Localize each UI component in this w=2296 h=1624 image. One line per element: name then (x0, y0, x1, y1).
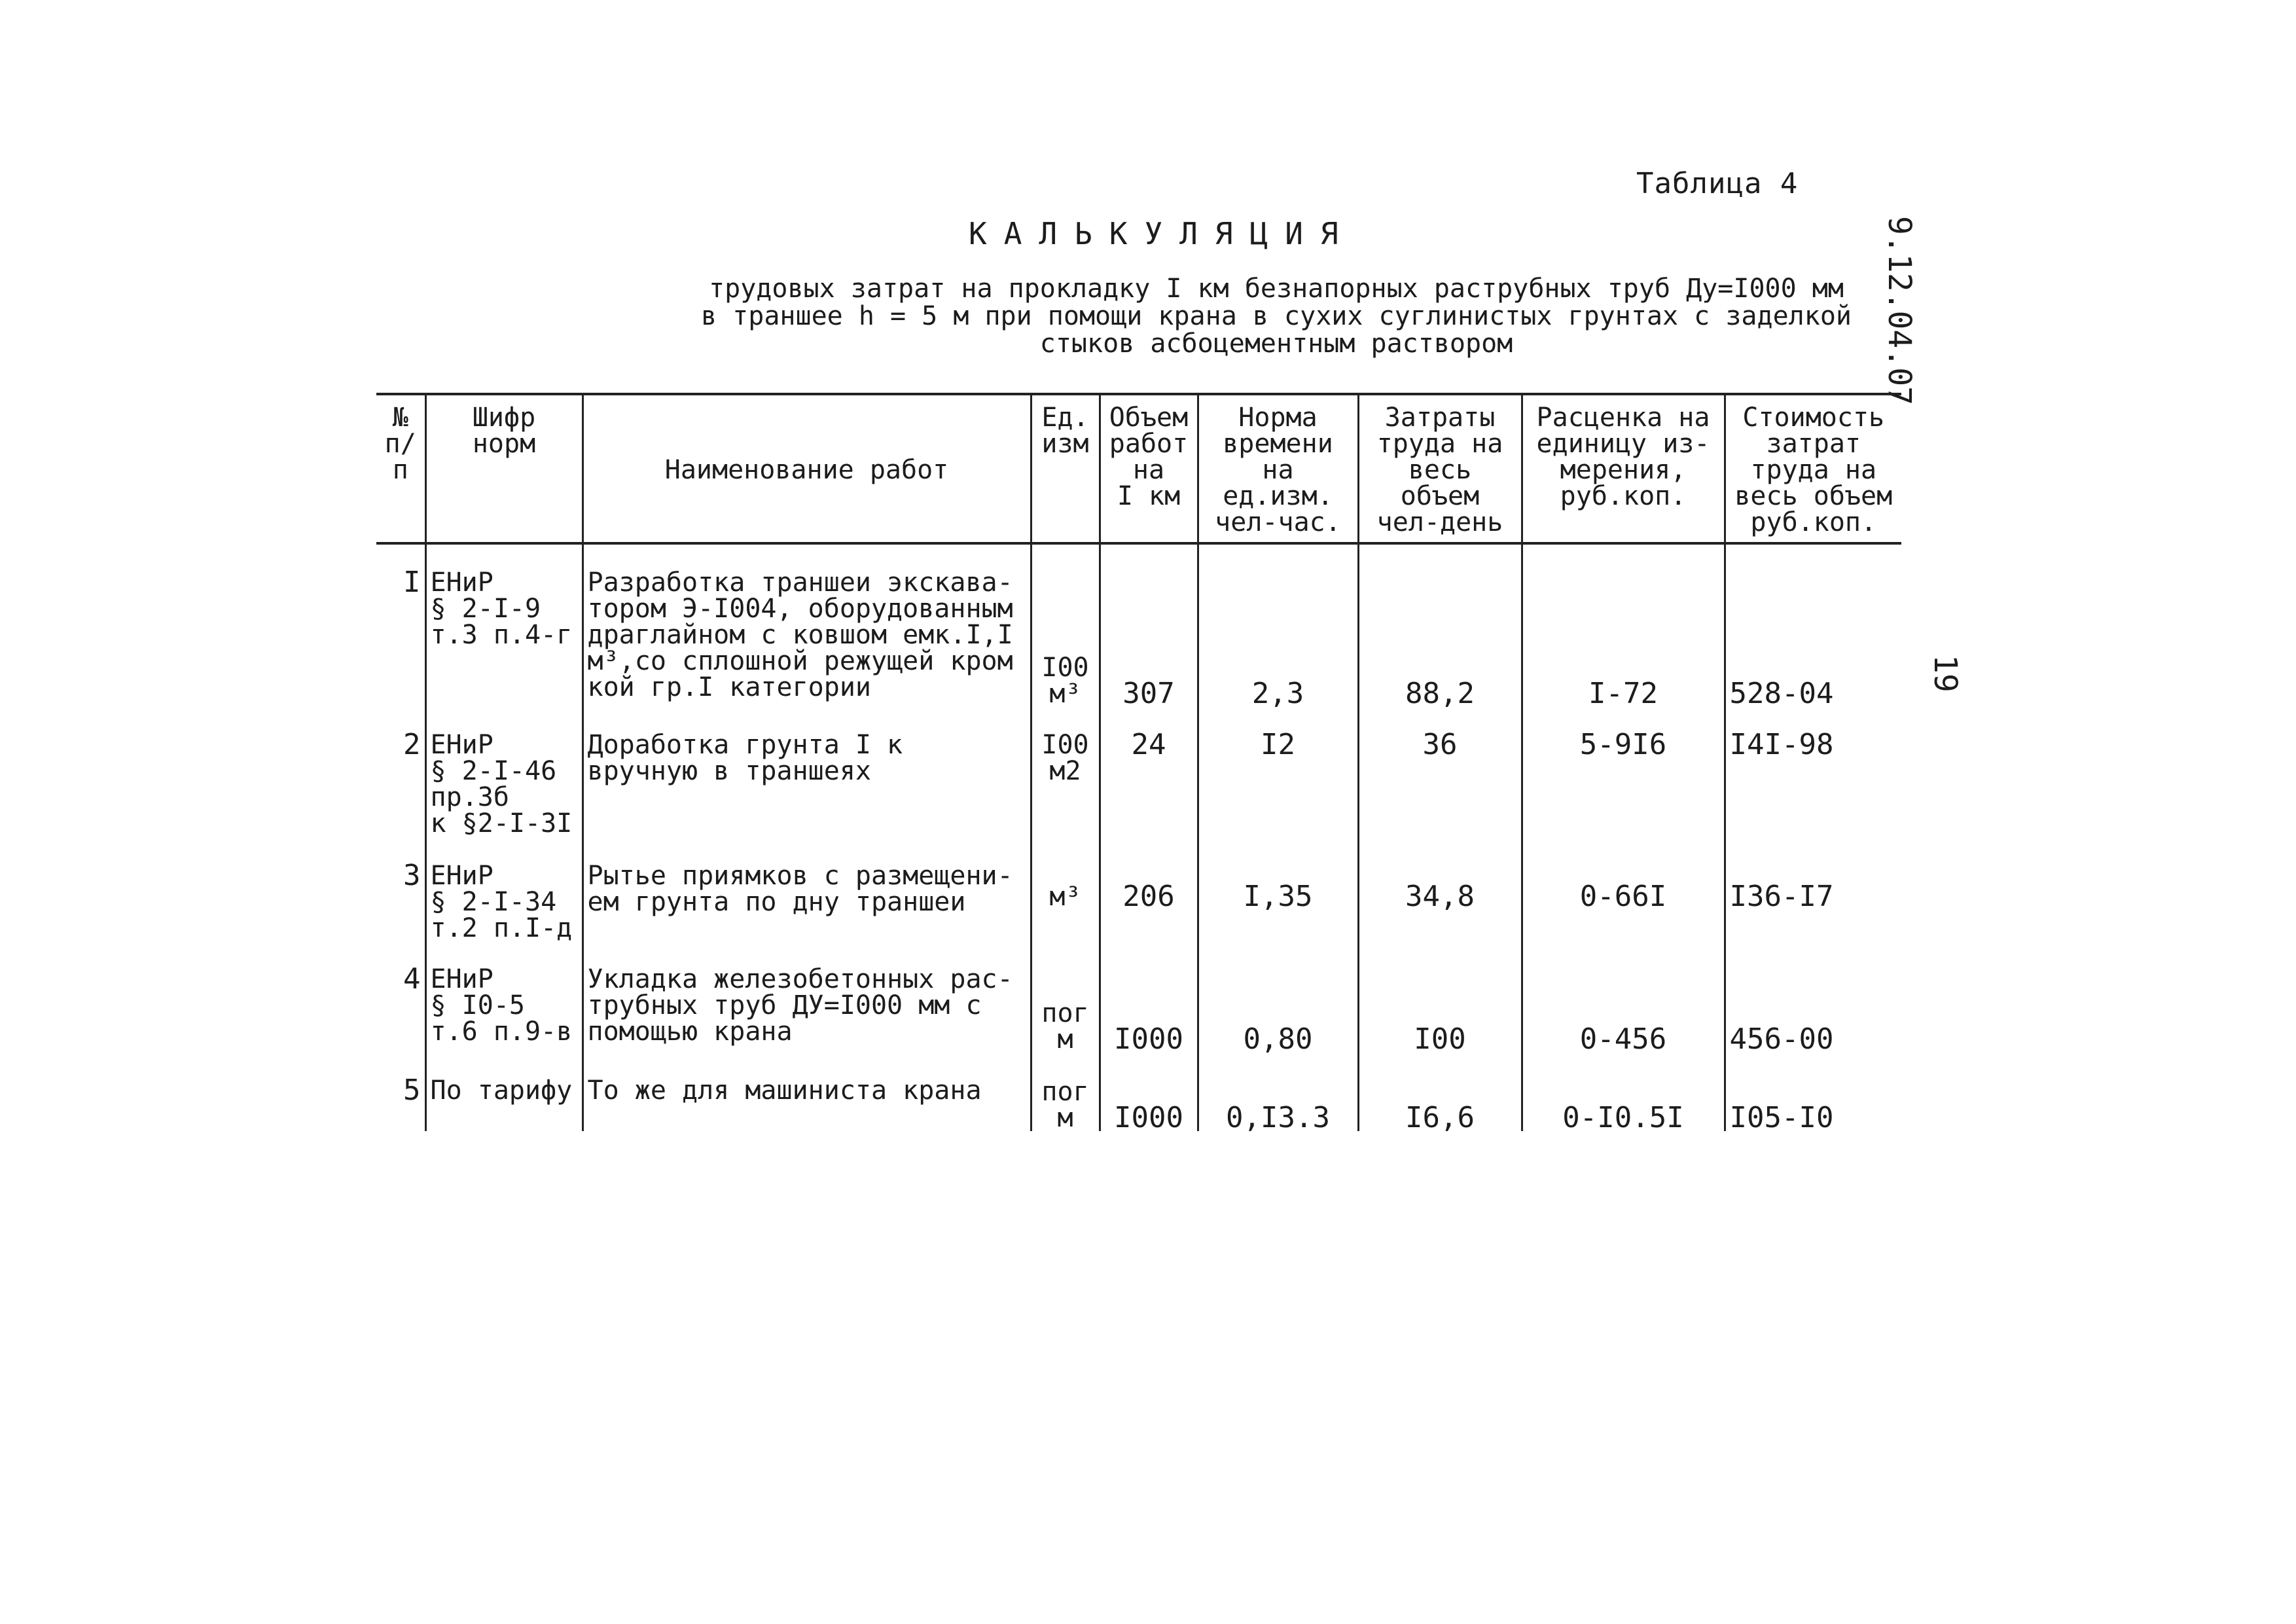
norm-code: ЕНиР § 2-I-34 т.2 п.I-д (425, 838, 583, 941)
unit: пог м (1031, 1053, 1100, 1131)
col-header-time-norm: Норма времени на ед.изм. чел-час. (1198, 394, 1358, 543)
cost-total: I4I-98 (1725, 707, 1901, 838)
row-number: 2 (403, 728, 421, 761)
col-header-volume: Объем работ на I км (1100, 394, 1198, 543)
time-norm: 0,I3.3 (1198, 1053, 1358, 1131)
time-norm: 2,3 (1198, 543, 1358, 707)
cost-total: I05-I0 (1725, 1053, 1901, 1131)
col-header-cost-total: Стоимость затрат труда на весь объем руб.коп. (1725, 394, 1901, 543)
table-header-row (376, 394, 1901, 543)
norm-code: ЕНиР § I0-5 т.6 п.9-в (425, 941, 583, 1053)
labor-total: 88,2 (1358, 543, 1522, 707)
document-subtitle: трудовых затрат на прокладку I км безнапорных раструбных труб Ду=I000 мм в траншее h = 5 м при помощи крана в сухих суглинистых грунтах с заделкой стыков асбоцементным раствором (701, 274, 1852, 359)
labor-total: I00 (1358, 941, 1522, 1053)
page-number: 19 (1927, 655, 1964, 693)
unit: I00 м³ (1031, 543, 1100, 707)
row-number: 3 (403, 859, 421, 892)
table-row (376, 543, 1901, 707)
table-row (376, 941, 1901, 1053)
col-header-code: Шифр норм (425, 394, 583, 543)
row-number: I (403, 566, 421, 599)
row-number: 4 (403, 962, 421, 996)
work-name: То же для машиниста крана (583, 1053, 1031, 1131)
labor-total: 34,8 (1358, 838, 1522, 941)
side-document-code: 9.12.04.07 (1881, 216, 1918, 405)
unit-rate: 5-9I6 (1522, 707, 1725, 838)
cost-total: 456-00 (1725, 941, 1901, 1053)
col-header-number: № п/п (384, 403, 416, 485)
col-header-work-name: Наименование работ (583, 394, 1031, 543)
col-header-unit: Ед. изм (1031, 394, 1100, 543)
col-header-unit-rate: Расценка на единицу из- мерения, руб.коп. (1522, 394, 1725, 543)
volume: I000 (1100, 941, 1198, 1053)
volume: 307 (1100, 543, 1198, 707)
unit-rate: 0-66I (1522, 838, 1725, 941)
volume: 206 (1100, 838, 1198, 941)
table-row (376, 707, 1901, 838)
document-title: КАЛЬКУЛЯЦИЯ (969, 216, 1355, 251)
unit: I00 м2 (1031, 707, 1100, 838)
norm-code: ЕНиР § 2-I-46 пр.3б к §2-I-3I (425, 707, 583, 838)
unit-rate: I-72 (1522, 543, 1725, 707)
work-name: Разработка траншеи экскава- тором Э-I004, оборудованным драглайном с ковшом емк.I,I м³,со сплошной режущей кром кой гр.I категории (583, 543, 1031, 707)
time-norm: I,35 (1198, 838, 1358, 941)
volume: 24 (1100, 707, 1198, 838)
time-norm: 0,80 (1198, 941, 1358, 1053)
labor-total: 36 (1358, 707, 1522, 838)
labor-total: I6,6 (1358, 1053, 1522, 1131)
work-name: Рытье приямков с размещени- ем грунта по дну траншеи (583, 838, 1031, 941)
work-name: Укладка железобетонных рас- трубных труб ДУ=I000 мм с помощью крана (583, 941, 1031, 1053)
col-header-labor-total: Затраты труда на весь объем чел-день (1358, 394, 1522, 543)
unit-rate: 0-I0.5I (1522, 1053, 1725, 1131)
unit-rate: 0-456 (1522, 941, 1725, 1053)
table-row (376, 1053, 1901, 1131)
unit: пог м (1031, 941, 1100, 1053)
unit: м³ (1031, 838, 1100, 941)
row-number: 5 (403, 1074, 421, 1107)
time-norm: I2 (1198, 707, 1358, 838)
table-row (376, 838, 1901, 941)
norm-code: По тарифу (425, 1053, 583, 1131)
norm-code: ЕНиР § 2-I-9 т.3 п.4-г (425, 543, 583, 707)
calculation-table (376, 393, 1901, 1134)
cost-total: I36-I7 (1725, 838, 1901, 941)
cost-total: 528-04 (1725, 543, 1901, 707)
work-name: Доработка грунта I к вручную в траншеях (583, 707, 1031, 838)
table-number-label: Таблица 4 (1636, 167, 1799, 200)
volume: I000 (1100, 1053, 1198, 1131)
